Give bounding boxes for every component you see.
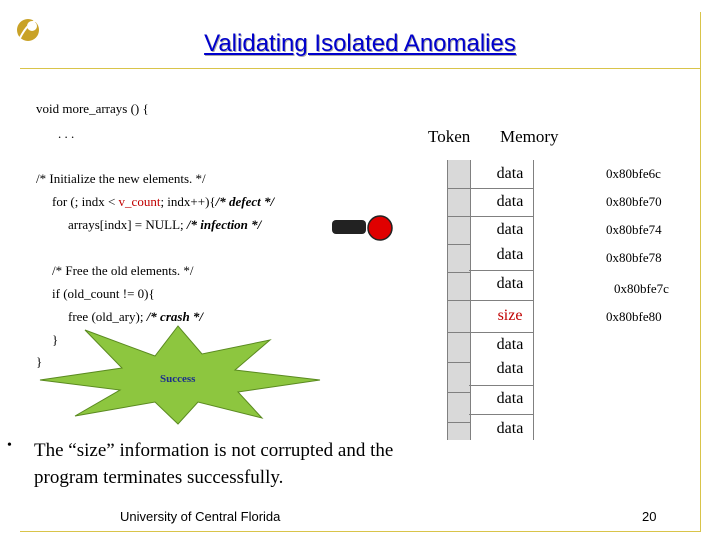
memory-header: Memory xyxy=(500,127,559,146)
header-rule xyxy=(20,68,700,69)
memory-divider xyxy=(469,188,534,189)
memory-divider xyxy=(469,300,534,301)
memory-address: 0x80bfe7c xyxy=(614,281,669,296)
bullet-icon: • xyxy=(7,438,12,453)
bullet-line-1: The “size” information is not corrupted and the xyxy=(34,440,394,461)
memory-cell: data xyxy=(496,246,524,263)
memory-cell: data xyxy=(496,390,524,407)
code-line-4-comment: /* defect */ xyxy=(215,194,275,209)
memory-divider xyxy=(469,270,534,271)
token-header: Token xyxy=(428,127,471,146)
memory-cell-size: size xyxy=(497,307,523,324)
memory-address: 0x80bfe74 xyxy=(606,222,662,237)
page-number: 20 xyxy=(642,509,657,524)
memory-address: 0x80bfe6c xyxy=(606,166,661,181)
slide-title: Validating Isolated Anomalies xyxy=(204,30,516,57)
bullet-line-2: program terminates successfully. xyxy=(34,467,284,488)
memory-divider xyxy=(469,385,534,386)
memory-divider xyxy=(469,216,534,217)
code-line-5 xyxy=(68,217,261,233)
infection-token-icon xyxy=(330,212,394,244)
code-line-2: . . . xyxy=(58,126,75,141)
code-line-7: if (old_count != 0){ xyxy=(52,286,155,301)
code-line-6: /* Free the old elements. */ xyxy=(52,263,194,278)
code-line-9: } xyxy=(52,332,59,347)
memory-cell: data xyxy=(496,165,524,182)
memory-cell: data xyxy=(496,193,524,210)
token-column xyxy=(447,160,471,440)
memory-cell: data xyxy=(496,420,524,437)
code-line-4-c: ; indx++){ xyxy=(160,194,216,209)
code-line-5-a: arrays[indx] = NULL; xyxy=(68,217,184,232)
footer-organization: University of Central Florida xyxy=(120,509,281,524)
code-line-1: void more_arrays () { xyxy=(36,101,149,116)
footer-rule xyxy=(20,531,700,532)
code-line-4-var: v_count xyxy=(118,194,161,209)
code-line-4 xyxy=(52,194,274,210)
success-label: Success xyxy=(160,373,196,385)
code-line-5-comment: /* infection */ xyxy=(186,217,262,232)
memory-divider xyxy=(469,332,534,333)
memory-cell: data xyxy=(496,221,524,238)
memory-divider xyxy=(469,414,534,415)
code-line-3: /* Initialize the new elements. */ xyxy=(36,171,206,186)
code-line-8-a: free (old_ary); xyxy=(68,309,144,324)
memory-cell: data xyxy=(496,275,524,292)
code-line-10: } xyxy=(36,354,43,369)
memory-address: 0x80bfe70 xyxy=(606,194,662,209)
memory-cell: data xyxy=(496,360,524,377)
memory-address: 0x80bfe78 xyxy=(606,250,662,265)
code-line-8-comment: /* crash */ xyxy=(146,309,204,324)
memory-address: 0x80bfe80 xyxy=(606,309,662,324)
memory-cell: data xyxy=(496,336,524,353)
right-rule xyxy=(700,12,701,532)
code-line-4-a: for (; indx < xyxy=(52,194,119,209)
